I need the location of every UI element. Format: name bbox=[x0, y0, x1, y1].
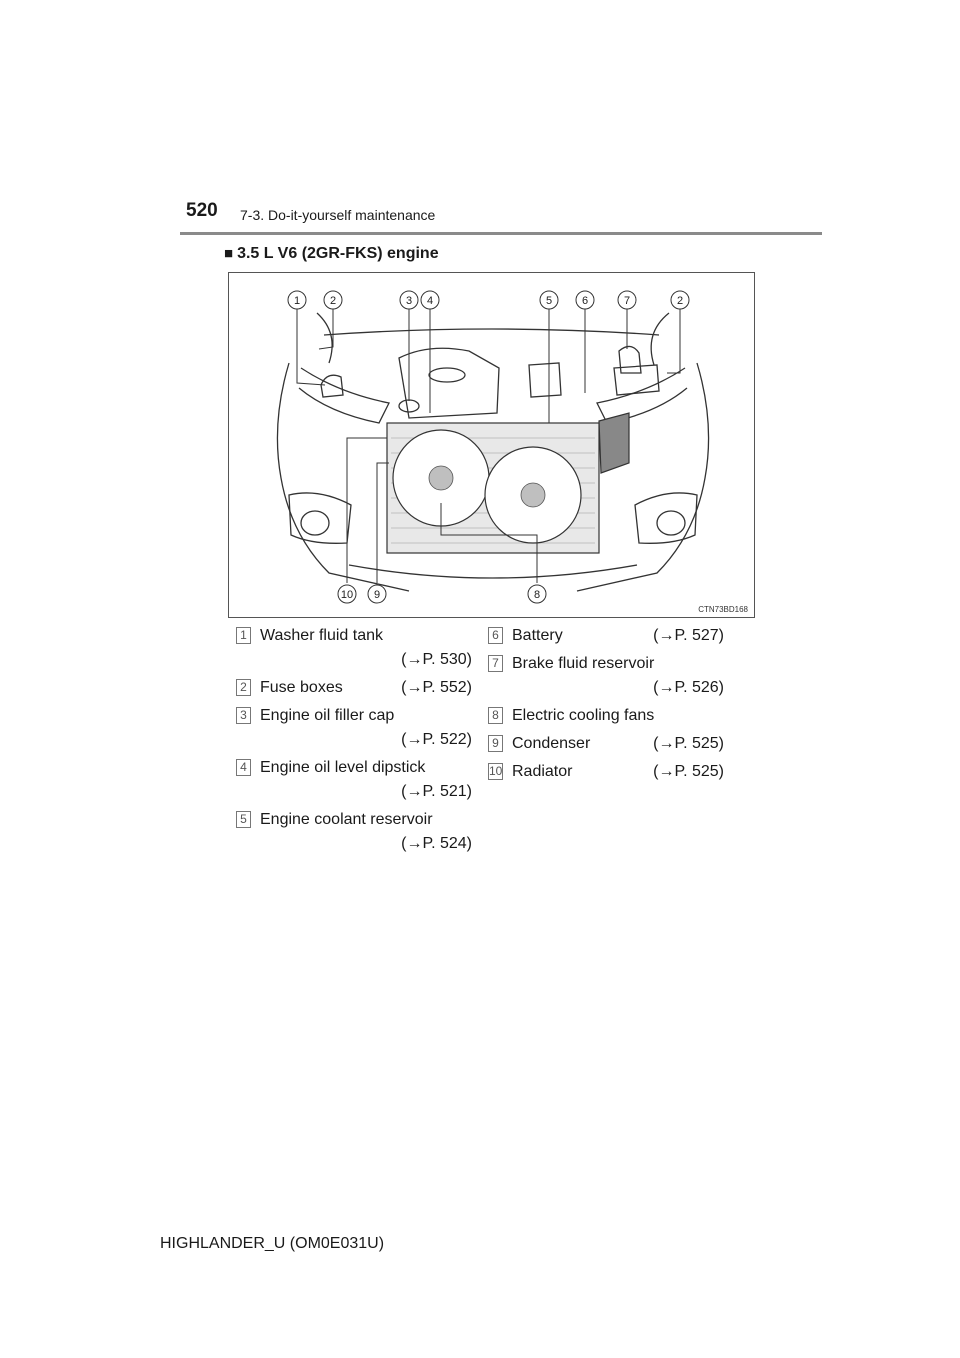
oil-filler-cap bbox=[399, 400, 419, 412]
washer-tank-shape bbox=[321, 375, 343, 397]
page-reference: (→P. 521) bbox=[401, 783, 472, 800]
legend-item bbox=[236, 756, 486, 804]
engine-cover bbox=[399, 348, 499, 418]
section-title: 7-3. Do-it-yourself maintenance bbox=[240, 207, 436, 223]
item-number-box: 2 bbox=[236, 679, 251, 696]
subheading bbox=[224, 245, 439, 263]
subheading-text: 3.5 L V6 (2GR-FKS) engine bbox=[237, 245, 439, 262]
headlight-left bbox=[299, 368, 389, 423]
item-label: Radiator bbox=[512, 763, 573, 780]
page-number: 520 bbox=[186, 200, 218, 221]
fan-hub-left bbox=[429, 466, 453, 490]
legend-left bbox=[236, 624, 486, 860]
square-bullet-icon: ■ bbox=[224, 245, 234, 262]
brake-reservoir-shape bbox=[619, 346, 641, 373]
legend-item bbox=[236, 676, 486, 700]
callout-label: 4 bbox=[426, 295, 434, 307]
legend-item bbox=[488, 652, 738, 700]
item-label: Washer fluid tank bbox=[260, 627, 384, 644]
callout-label: 2 bbox=[676, 295, 684, 307]
legend-item bbox=[236, 808, 486, 856]
page-reference: (→P. 526) bbox=[653, 679, 724, 696]
callout-label: 5 bbox=[545, 295, 553, 307]
item-label: Battery bbox=[512, 627, 563, 644]
item-line bbox=[512, 760, 738, 784]
item-number-box: 4 bbox=[236, 759, 251, 776]
legend-item bbox=[488, 704, 738, 728]
leader-10 bbox=[347, 438, 387, 583]
page-reference: (→P. 530) bbox=[401, 651, 472, 668]
bumper-lower bbox=[349, 565, 637, 578]
page-reference: (→P. 552) bbox=[401, 679, 472, 696]
fog-lamp-left bbox=[301, 511, 329, 535]
item-number-box: 7 bbox=[488, 655, 503, 672]
item-number-box: 6 bbox=[488, 627, 503, 644]
legend-item bbox=[236, 624, 486, 672]
coolant-reservoir bbox=[529, 363, 561, 397]
item-number-box: 9 bbox=[488, 735, 503, 752]
page-reference: (→P. 522) bbox=[401, 731, 472, 748]
hood-left-edge bbox=[317, 313, 332, 363]
item-label: Brake fluid reservoir bbox=[512, 655, 655, 672]
item-label: Engine oil level dipstick bbox=[260, 759, 426, 776]
header-rule bbox=[180, 232, 822, 235]
callout-label: 8 bbox=[533, 589, 541, 601]
page-reference: (→P. 525) bbox=[653, 735, 724, 752]
legend-item bbox=[488, 760, 738, 784]
callout-label: 2 bbox=[329, 295, 337, 307]
engine-figure bbox=[228, 272, 755, 618]
headlight-right bbox=[597, 368, 687, 423]
footer: HIGHLANDER_U (OM0E031U) bbox=[160, 1235, 385, 1252]
legend-item bbox=[236, 704, 486, 752]
item-label: Engine oil filler cap bbox=[260, 707, 395, 724]
callout-label: 1 bbox=[293, 295, 301, 307]
item-label: Engine coolant reservoir bbox=[260, 811, 433, 828]
fog-bezel-right bbox=[635, 493, 697, 543]
item-number-box: 1 bbox=[236, 627, 251, 644]
fog-bezel-left bbox=[289, 493, 351, 543]
figure-code: CTN73BD168 bbox=[698, 605, 748, 614]
legend-item bbox=[488, 732, 738, 756]
item-line bbox=[260, 676, 486, 700]
item-line bbox=[512, 624, 738, 648]
engine-illustration bbox=[229, 273, 756, 619]
callout-label: 10 bbox=[340, 589, 354, 601]
page-reference: (→P. 524) bbox=[401, 835, 472, 852]
air-duct bbox=[599, 413, 629, 473]
legend-item bbox=[488, 624, 738, 648]
callout-label: 3 bbox=[405, 295, 413, 307]
callout-label: 9 bbox=[373, 589, 381, 601]
fog-lamp-right bbox=[657, 511, 685, 535]
fan-hub-right bbox=[521, 483, 545, 507]
hood-opening bbox=[324, 329, 659, 335]
callout-label: 6 bbox=[581, 295, 589, 307]
callout-label: 7 bbox=[623, 295, 631, 307]
item-label: Electric cooling fans bbox=[512, 707, 655, 724]
item-number-box: 8 bbox=[488, 707, 503, 724]
item-number-box: 3 bbox=[236, 707, 251, 724]
page-reference: (→P. 525) bbox=[653, 763, 724, 780]
engine-cover-badge bbox=[429, 368, 465, 382]
item-label: Condenser bbox=[512, 735, 591, 752]
page-reference: (→P. 527) bbox=[653, 627, 724, 644]
item-number-box: 5 bbox=[236, 811, 251, 828]
hood-right-edge bbox=[651, 313, 669, 365]
item-line bbox=[512, 732, 738, 756]
legend-right bbox=[488, 624, 738, 788]
item-label: Fuse boxes bbox=[260, 679, 343, 696]
item-number-box: 10 bbox=[489, 764, 503, 778]
leader-2 bbox=[319, 309, 333, 349]
leader-2b bbox=[667, 309, 680, 373]
